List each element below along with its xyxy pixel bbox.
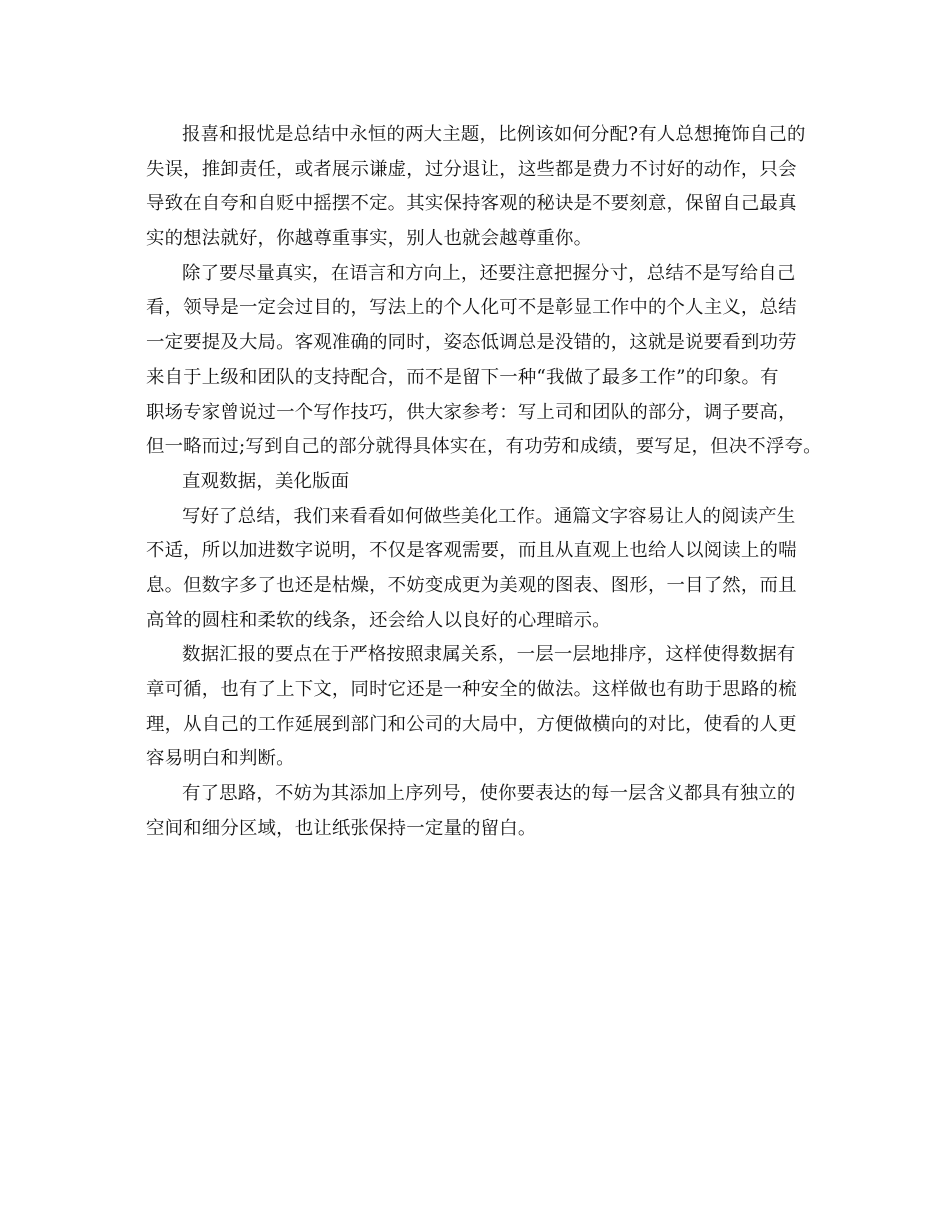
text-line: 失误，推卸责任，或者展示谦虚，过分退让，这些都是费力不讨好的动作，只会 [146,158,797,180]
text-line: 一定要提及大局。客观准确的同时，姿态低调总是没错的，这就是说要看到功劳 [146,332,797,354]
text-line: 看，领导是一定会过目的，写法上的个人化可不是彰显工作中的个人主义，总结 [146,297,797,319]
text-line: 息。但数字多了也还是枯燥，不妨变成更为美观的图表、图形，一目了然，而且 [146,574,797,596]
paragraph-report-balance [146,118,826,257]
text-line: 实的想法就好，你越尊重事实，别人也就会越尊重你。 [146,228,593,250]
paragraph-tone [146,257,826,465]
text-line: 除了要尽量真实，在语言和方向上，还要注意把握分寸，总结不是写给自己 [182,262,796,284]
text-line: 章可循，也有了上下文，同时它还是一种安全的做法。这样做也有助于思路的梳 [146,679,797,700]
text-line: 来自于上级和团队的支持配合，而不是留下一种“我做了最多工作”的印象。有 [146,366,779,388]
heading-line: 直观数据，美化版面 [182,470,350,492]
text-line: 容易明白和判断。 [146,748,295,770]
text-line: 报喜和报忧是总结中永恒的两大主题，比例该如何分配?有人总想掩饰自己的 [182,124,806,145]
text-line: 数据汇报的要点在于严格按照隶属关系，一层一层地排序，这样使得数据有 [182,644,796,666]
text-line: 写好了总结，我们来看看如何做些美化工作。通篇文字容易让人的阅读产生 [182,505,796,527]
paragraph-data-report [146,638,826,777]
text-line: 有了思路，不妨为其添加上序列号，使你要表达的每一层含义都具有独立的 [182,783,796,805]
text-line: 高耸的圆柱和柔软的线条，还会给人以良好的心理暗示。 [146,609,611,631]
paragraph-beautify [146,500,826,639]
text-line: 导致在自夸和自贬中摇摆不定。其实保持客观的秘诀是不要刻意，保留自己最真 [146,193,797,215]
document-body [146,118,826,846]
section-heading [146,465,826,500]
text-line: 理，从自己的工作延展到部门和公司的大局中，方便做横向的对比，使看的人更 [146,713,797,735]
text-line: 职场专家曾说过一个写作技巧，供大家参考：写上司和团队的部分，调子要高， [146,401,797,423]
text-line: 空间和细分区域，也让纸张保持一定量的留白。 [146,817,537,839]
text-line: 但一略而过;写到自己的部分就得具体实在，有功劳和成绩，要写足，但决不浮夸。 [146,436,822,458]
paragraph-numbering [146,777,826,846]
text-line: 不适，所以加进数字说明，不仅是客观需要，而且从直观上也给人以阅读上的喘 [146,540,797,562]
